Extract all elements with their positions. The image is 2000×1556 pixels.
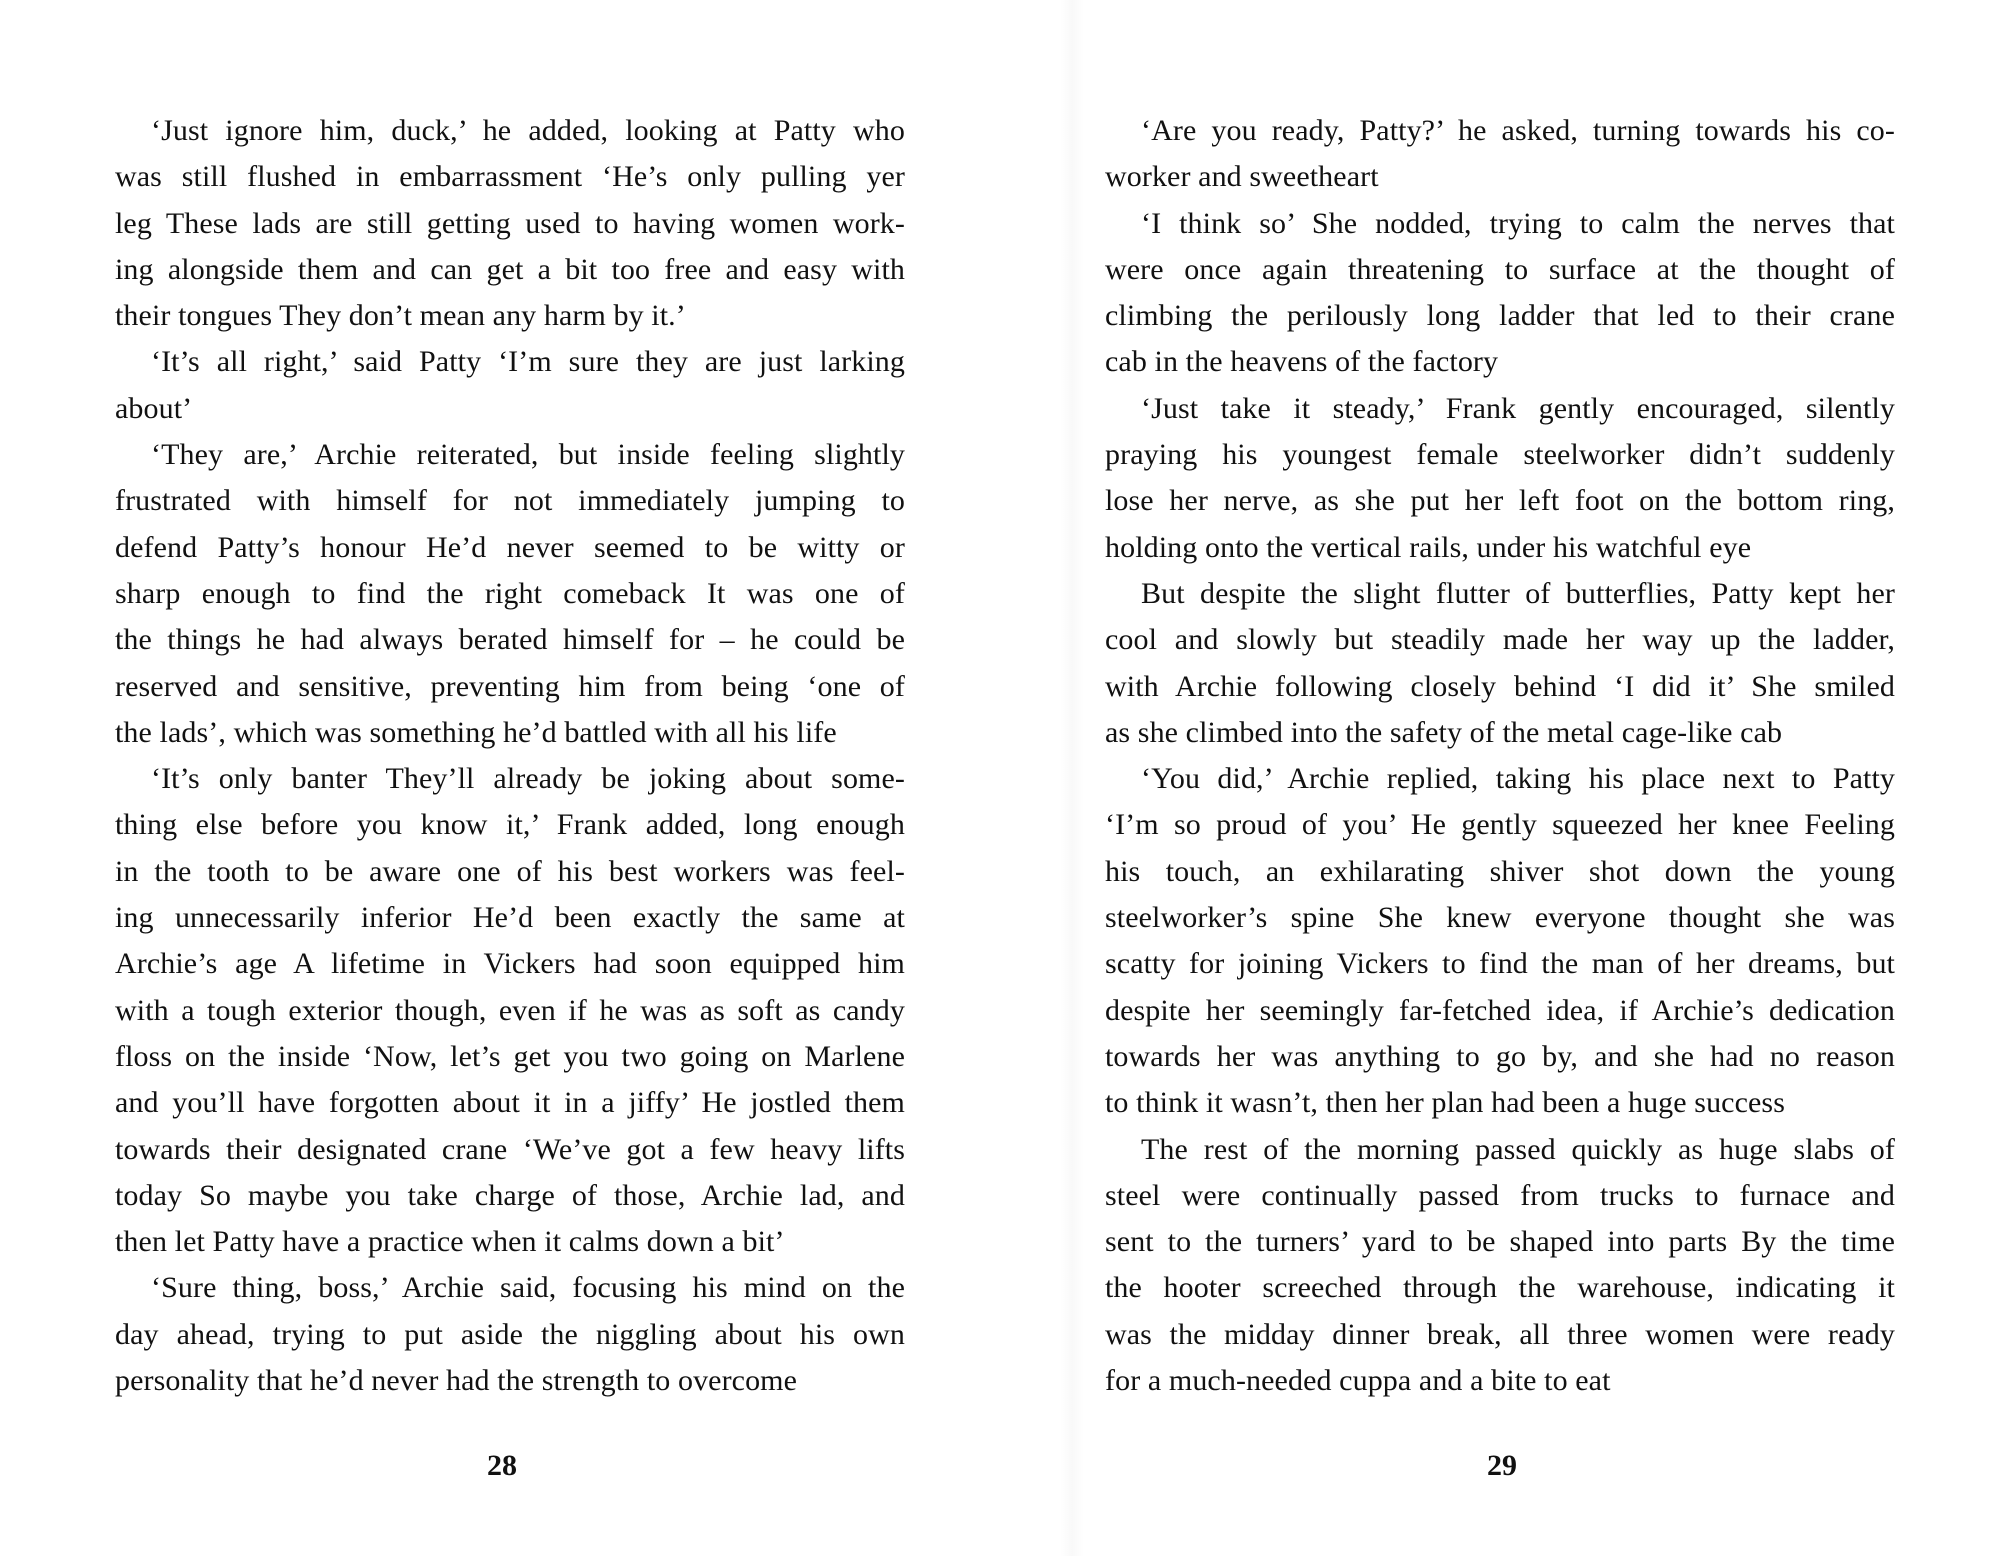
text-line: praying his youngest female steelworker didn’t suddenly	[1105, 438, 1895, 472]
text-line: leg These lads are still getting used to having women work-	[115, 206, 905, 240]
text-line: ‘Sure thing, boss,’ Archie said, focusing his mind on the	[151, 1271, 905, 1305]
text-line: as she climbed into the safety of the metal cage-like cab	[1105, 715, 1783, 749]
page-number-left: 28	[487, 1449, 517, 1482]
text-line: ‘Just ignore him, duck,’ he added, looking at Patty who	[151, 114, 905, 147]
text-line: was still flushed in embarrassment ‘He’s only pulling yer	[115, 160, 905, 194]
text-line: defend Patty’s honour He’d never seemed to be witty or	[115, 530, 905, 564]
text-line: frustrated with himself for not immediately jumping to	[115, 484, 905, 518]
text-line: ‘I’m so proud of you’ He gently squeezed her knee Feeling	[1105, 808, 1895, 842]
right-page	[1000, 0, 2000, 1556]
text-line: about’	[115, 391, 193, 425]
text-line: personality that he’d never had the strength to overcome	[115, 1364, 798, 1398]
text-line: the lads’, which was something he’d battled with all his life	[115, 715, 837, 749]
text-line: floss on the inside ‘Now, let’s get you two going on Marlene	[115, 1039, 905, 1073]
text-line: the hooter screeched through the warehouse, indicating it	[1105, 1271, 1895, 1305]
text-line: steelworker’s spine She knew everyone thought she was	[1105, 901, 1895, 935]
text-line: ‘Just take it steady,’ Frank gently encouraged, silently	[1141, 391, 1895, 425]
text-line: ing alongside them and can get a bit too free and easy with	[115, 252, 905, 286]
text-line: worker and sweetheart	[1105, 160, 1379, 194]
text-line: the things he had always berated himself for – he could be	[115, 623, 905, 657]
text-line: their tongues They don’t mean any harm by it.’	[115, 299, 686, 333]
text-line: towards her was anything to go by, and she had no reason	[1105, 1039, 1895, 1073]
text-line: steel were continually passed from trucks to furnace and	[1105, 1178, 1895, 1212]
text-line: and you’ll have forgotten about it in a jiffy’ He jostled them	[115, 1086, 905, 1120]
text-line: towards their designated crane ‘We’ve got a few heavy lifts	[115, 1132, 905, 1166]
text-line: ‘It’s only banter They’ll already be joking about some-	[151, 762, 905, 796]
text-line: for a much-needed cuppa and a bite to eat	[1105, 1364, 1611, 1398]
text-line: ‘They are,’ Archie reiterated, but inside feeling slightly	[151, 438, 905, 472]
text-line: despite her seemingly far-fetched idea, if Archie’s dedication	[1105, 993, 1895, 1027]
left-page-text	[115, 108, 905, 1404]
text-line: then let Patty have a practice when it calms down a bit’	[115, 1225, 785, 1259]
text-line: with a tough exterior though, even if he was as soft as candy	[115, 993, 905, 1027]
text-line: were once again threatening to surface at the thought of	[1105, 252, 1895, 286]
text-line: scatty for joining Vickers to find the man of her dreams, but	[1105, 947, 1895, 981]
page-number-right: 29	[1487, 1449, 1517, 1482]
text-line: with Archie following closely behind ‘I did it’ She smiled	[1105, 669, 1895, 703]
text-line: ing unnecessarily inferior He’d been exactly the same at	[115, 901, 905, 935]
text-line: reserved and sensitive, preventing him from being ‘one of	[115, 669, 905, 703]
text-line: ‘It’s all right,’ said Patty ‘I’m sure they are just larking	[151, 345, 905, 379]
text-line: cab in the heavens of the factory	[1105, 345, 1499, 379]
text-line: thing else before you know it,’ Frank added, long enough	[115, 808, 905, 842]
text-line: sharp enough to find the right comeback It was one of	[115, 576, 905, 610]
text-line: was the midday dinner break, all three women were ready	[1105, 1317, 1895, 1351]
text-line: his touch, an exhilarating shiver shot down the young	[1105, 854, 1895, 888]
text-line: ‘I think so’ She nodded, trying to calm the nerves that	[1141, 206, 1895, 240]
text-line: cool and slowly but steadily made her way up the ladder,	[1105, 623, 1895, 657]
text-line: ‘You did,’ Archie replied, taking his place next to Patty	[1141, 762, 1895, 796]
text-line: climbing the perilously long ladder that led to their crane	[1105, 299, 1895, 333]
text-line: to think it wasn’t, then her plan had been a huge success	[1105, 1086, 1785, 1120]
text-line: holding onto the vertical rails, under his watchful eye	[1105, 530, 1752, 564]
text-line: ‘Are you ready, Patty?’ he asked, turning towards his co-	[1141, 114, 1895, 147]
text-line: The rest of the morning passed quickly as huge slabs of	[1141, 1132, 1895, 1166]
text-line: sent to the turners’ yard to be shaped into parts By the time	[1105, 1225, 1895, 1259]
text-line: But despite the slight flutter of butterflies, Patty kept her	[1141, 576, 1895, 610]
text-line: lose her nerve, as she put her left foot on the bottom ring,	[1105, 484, 1895, 518]
text-line: Archie’s age A lifetime in Vickers had soon equipped him	[115, 947, 905, 981]
right-page-text	[1105, 108, 1895, 1404]
text-line: day ahead, trying to put aside the niggling about his own	[115, 1317, 905, 1351]
text-line: in the tooth to be aware one of his best workers was feel-	[115, 854, 905, 888]
text-line: today So maybe you take charge of those, Archie lad, and	[115, 1178, 905, 1212]
